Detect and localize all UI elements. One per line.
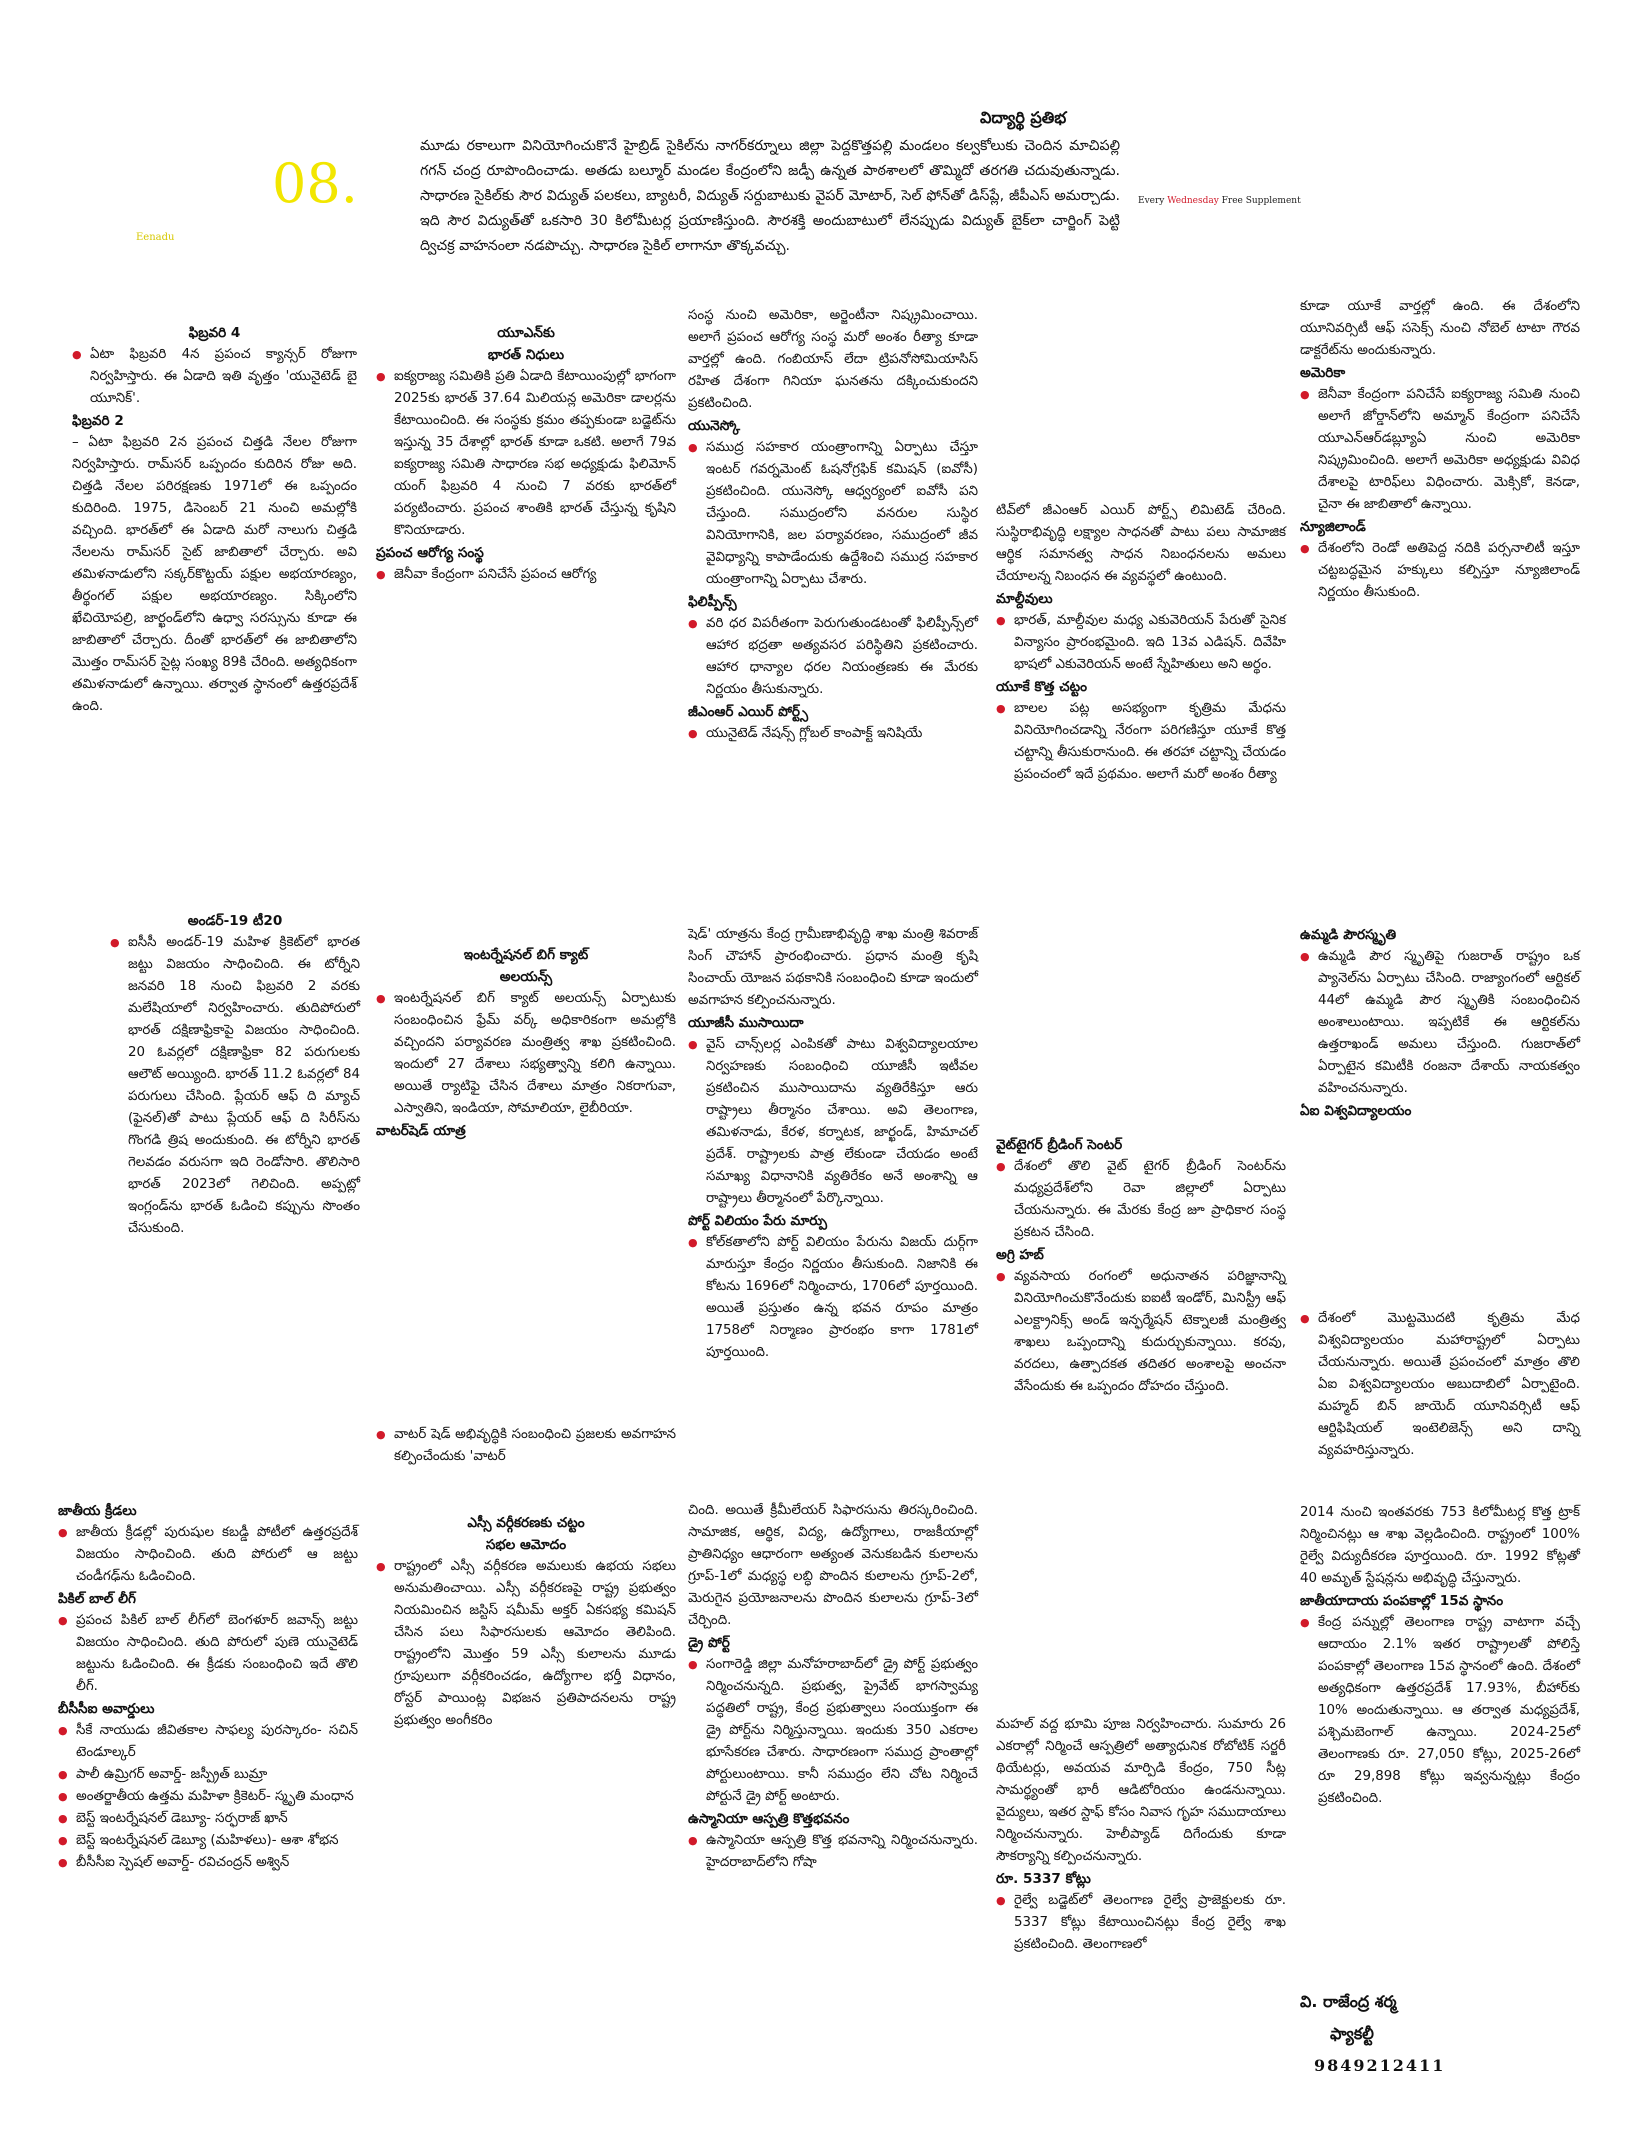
section-heading: జీఎంఆర్ ఎయిర్ పోర్ట్స్ [688, 704, 809, 720]
bullet-item: ● ఐసీసీ అండర్-19 మహిళ క్రికెట్‌లో భారత జట్టు విజయం సాధించింది. ఈ టోర్నీని జనవరి 18 నుంచి ఫిబ్రవరి 2 వరకు మలేషియాలో నిర్వహించారు. తుదిపోరులో భారత్ దక్షిణాఫ్రికాపై విజయం సాధించింది. 20 ఓవర్లలో దక్షిణాఫ్రికా 82 పరుగులకు ఆలౌట్ అయ్యింది. భారత్ 11.2 ఓవర్లలో 84 పరుగులు చేసింది. ప్లేయర్ ఆఫ్ ది మ్యాచ్ (ఫైనల్)తో పాటు ప్లేయర్ ఆఫ్ ది సిరీస్‌ను గొంగడి త్రిష అందుకుంది. ఈ టోర్నీని భారత్ గెలవడం వరుసగా ఇది రెండోసారి. తొలిసారి భారత్ 2023లో గెలిచింది. అప్పట్లో ఇంగ్లండ్‌ను భారత్ ఓడించి కప్పును సొంతం చేసుకుంది. [110, 932, 360, 1240]
supplement-day: Wednesday [1167, 196, 1219, 206]
bullet-item: ● జాతీయ క్రీడల్లో పురుషుల కబడ్డీ పోటీలో ఉత్తరప్రదేశ్ విజయం సాధించింది. తుది పోరులో ఆ జట్టు చండీగఢ్‌ను ఓడించింది. [58, 1522, 358, 1588]
section-col3-bot [688, 1500, 978, 1874]
section-heading: యూజీసీ ముసాయిదా [688, 1015, 804, 1031]
section-col4-top [996, 500, 1286, 786]
section-heading: పికిల్ బాల్ లీగ్ [58, 1591, 136, 1607]
paragraph: – ఏటా ఫిబ్రవరి 2న ప్రపంచ చిత్తడి నేలల రోజుగా నిర్వహిస్తారు. రామ్‌సర్ ఒప్పందం కుదిరిన రోజు అది. చిత్తడి నేలల పరిరక్షణకు 1971లో ఈ ఒప్పందం కుదిరింది. 1975, డిసెంబర్ 21 నుంచి అమల్లోకి వచ్చింది. భారత్‌లో ఈ ఏడాది మరో నాలుగు చిత్తడి నేలలను రామ్‌సర్ సైట్ జాబితాలో చేర్చారు. అవి తమిళనాడులోని సక్కర్‌కొట్టయ్ పక్షుల అభయారణ్యం, తీర్థంగల్ పక్షుల అభయారణ్యం. సిక్కింలోని ఖేచియోపల్రి, జార్ఖండ్‌లోని ఉధ్వా సరస్సును కూడా ఈ జాబితాలో చేర్చారు. దీంతో భారత్‌లో ఈ జాబితాలోని మొత్తం రామ్‌సర్ సైట్ల సంఖ్య 89కి చేరింది. అత్యధికంగా తమిళనాడులో ఉన్నాయి. తర్వాత స్థానంలో ఉత్తరప్రదేశ్ ఉంది. [72, 435, 357, 714]
section-heading: ఉమ్మడి పౌరస్మృతి [1300, 927, 1397, 943]
section-heading: వైట్‌టైగర్ బ్రీడింగ్ సెంటర్ [996, 1137, 1123, 1153]
section-u19 [110, 910, 360, 1240]
section-col5-top [1300, 296, 1580, 604]
section-heading: అమెరికా [1300, 365, 1346, 381]
section-heading: ఫిబ్రవరి 4 [188, 325, 241, 341]
intro-paragraph: మూడు రకాలుగా వినియోగించుకొనే హైబ్రిడ్ సైకిల్‌ను నాగర్‌కర్నూలు జిల్లా పెద్దకొత్తపల్లి మండలం కల్వకోలుకు చెందిన మాచిపల్లి గగన్ చంద్ర రూపొందించాడు. అతడు బల్మూర్ మండల కేంద్రంలోని జడ్పీ ఉన్నత పాఠశాలలో తొమ్మిదో తరగతి చదువుతున్నాడు. సాధారణ సైకిల్‌కు సౌర విద్యుత్ పలకలు, బ్యాటరీ, విద్యుత్ సర్దుబాటుకు వైపర్ మోటార్, సెల్ ఫోన్‌తో డిస్‌ప్లే, జీపీఎస్ అమర్చాడు. ఇది సౌర విద్యుత్‌తో ఒకసారి 30 కిలోమీటర్ల ప్రయాణిస్తుంది. సౌరశక్తి అందుబాటులో లేనప్పుడు విద్యుత్ బైక్‌లా చార్జింగ్ పెట్టి ద్విచక్ర వాహనంలా నడపొచ్చు. సాధారణ సైకిల్ లాగానూ తొక్కవచ్చు. [420, 138, 1120, 254]
bullet-item: ● దేశంలో తొలి వైట్ టైగర్ బ్రీడింగ్ సెంటర్‌ను మధ్యప్రదేశ్‌లోని రెవా జిల్లాలో ఏర్పాటు చేయనున్నారు. ఈ మేరకు కేంద్ర జూ ప్రాధికార సంస్థ ప్రకటన చేసింది. [996, 1156, 1286, 1244]
section-heading: మాల్దీవులు [996, 591, 1053, 607]
award-item: ● బెస్ట్ ఇంటర్నేషనల్ డెబ్యూ- సర్ఫరాజ్ ఖాన్ [58, 1808, 358, 1830]
section-heading: ఫిబ్రవరి 2 [72, 413, 124, 429]
section-heading: రూ. 5337 కోట్లు [996, 1871, 1091, 1887]
paragraph: చింది. అయితే క్రీమీలేయర్ సిఫారసును తిరస్కరించింది. సామాజిక, ఆర్థిక, విద్య, ఉద్యోగాలు, రాజకీయాల్లో ప్రాతినిధ్యం ఆధారంగా అత్యంత వెనుకబడిన కులాలను గ్రూప్-1లో మధ్యస్థ లబ్ధి పొందిన కులాలను గ్రూప్-2లో, మెరుగైన ప్రయోజనాలను పొందిన కులాలను గ్రూప్-3లో చేర్చింది. [688, 1503, 978, 1628]
section-col4-mid [996, 1134, 1286, 1398]
section-heading: వాటర్‌షెడ్ యాత్ర [376, 1123, 466, 1139]
section-heading: బీసీసీఐ అవార్డులు [58, 1701, 155, 1717]
bullet-item: ● కేంద్ర పన్నుల్లో తెలంగాణ రాష్ట్ర వాటాగా వచ్చే ఆదాయం 2.1% ఇతర రాష్ట్రాలతో పోలిస్తే పంపకాల్లో తెలంగాణ 15వ స్థానంలో ఉంది. దేశంలో అత్యధికంగా ఉత్తరప్రదేశ్ 17.93%, బీహార్‌కు 10% అందుతున్నాయి. ఆ తర్వాత మధ్యప్రదేశ్, పశ్చిమబెంగాల్ ఉన్నాయి. 2024-25లో తెలంగాణకు రూ. 27,050 కోట్లు, 2025-26లో రూ 29,898 కోట్లు ఇవ్వనున్నట్లు కేంద్రం ప్రకటించింది. [1300, 1612, 1580, 1810]
paragraph: టివ్‌లో జీఎంఆర్ ఎయిర్ పోర్ట్స్ లిమిటెడ్ చేరింది. సుస్థిరాభివృద్ధి లక్ష్యాల సాధనతో పాటు పలు సామాజిక ఆర్థిక సమానత్వ సాధన నిబంధనలను అమలు చేయాలన్న నిబంధన ఈ వ్యవస్థలో ఉంటుంది. [996, 503, 1286, 584]
author-phone: 9849212411 [1314, 2056, 1446, 2075]
section-heading: అగ్రి హబ్ [996, 1247, 1044, 1263]
bullet-item: ● దేశంలోని రెండో అతిపెద్ద నదికి పర్సనాలిటీ ఇస్తూ చట్టబద్ధమైన హక్కులు కల్పిస్తూ న్యూజిలాండ్ నిర్ణయం తీసుకుంది. [1300, 538, 1580, 604]
bullet-item: ● వ్యవసాయ రంగంలో అధునాతన పరిజ్ఞానాన్ని వినియోగించుకొనేందుకు ఐఐటీ ఇండోర్, మినిస్ట్రీ ఆఫ్ ఎలక్ట్రానిక్స్ అండ్ ఇన్ఫర్మేషన్ టెక్నాలజీ మంత్రిత్వ శాఖలు ఒప్పందాన్ని కుదుర్చుకున్నాయి. కరవు, వరదలు, ఉత్పాదకత తదితర అంశాలపై అంచనా వేసేందుకు ఈ ఒప్పందం దోహదం చేస్తుంది. [996, 1266, 1286, 1398]
section-col5-bot [1300, 1502, 1580, 1810]
section-col3-mid [688, 924, 978, 1364]
section-col3-top [688, 305, 978, 745]
section-sports [58, 1500, 358, 1874]
bullet-item: ● బాలల పట్ల అసభ్యంగా కృత్రిమ మేధను వినియోగించడాన్ని నేరంగా పరిగణిస్తూ యూకే కొత్త చట్టాన్ని తీసుకురానుంది. ఈ తరహా చట్టాన్ని చేయడం ప్రపంచంలో ఇదే ప్రథమం. అలాగే మరో అంశం రీత్యా [996, 698, 1286, 786]
section-heading: యునెస్కో [688, 418, 741, 434]
paragraph: షెడ్' యాత్రను కేంద్ర గ్రామీణాభివృద్ధి శాఖ మంత్రి శివరాజ్ సింగ్ చౌహాన్ ప్రారంభించారు. ప్రధాన మంత్రి కృషి సించాయ్ యోజన పథకానికి సంబంధించి కూడా ఇందులో అవగాహన కల్పించనున్నారు. [688, 927, 978, 1008]
bullet-item: ● భారత్, మాల్దీవుల మధ్య ఎకువెరియన్ పేరుతో సైనిక విన్యాసం ప్రారంభమైంది. ఇది 13వ ఎడిషన్. దివేహి భాషలో ఎకువెరియన్ అంటే స్నేహితులు అని అర్థం. [996, 610, 1286, 676]
author-name: వి. రాజేంద్ర శర్మ [1300, 1992, 1397, 2011]
bullet-item: ● ఉస్మానియా ఆస్పత్రి కొత్త భవనాన్ని నిర్మించనున్నారు. హైదరాబాద్‌లోని గోషా [688, 1830, 978, 1874]
page-number: 08. [272, 152, 358, 215]
bullet-item: ● ఏటా ఫిబ్రవరి 4న ప్రపంచ క్యాన్సర్ రోజుగా నిర్వహిస్తారు. ఈ ఏడాది ఇతి వృత్తం 'యునైటెడ్ బై యూనిక్'. [72, 344, 357, 410]
paragraph: మహల్ వద్ద భూమి పూజ నిర్వహించారు. సుమారు 26 ఎకరాల్లో నిర్మించే ఆస్పత్రిలో అత్యాధునిక రోబోటిక్ సర్జరీ థియేటర్లు, అవయవ మార్పిడి కేంద్రం, 750 సీట్ల సామర్థ్యంతో భారీ ఆడిటోరియం ఉండనున్నాయి. వైద్యులు, ఇతర స్టాఫ్ కోసం నివాస గృహ సముదాయాలు నిర్మించనున్నారు. హెలీప్యాడ్ దిగేందుకు కూడా సౌకర్యాన్ని కల్పించనున్నారు. [996, 1717, 1286, 1864]
bullet-item: ● రాష్ట్రంలో ఎస్సీ వర్గీకరణ అమలుకు ఉభయ సభలు అనుమతించాయి. ఎస్సీ వర్గీకరణపై రాష్ట్ర ప్రభుత్వం నియమించిన జస్టిస్ షమీమ్ అక్తర్ ఏకసభ్య కమిషన్ చేసిన పలు సిఫారసులకు ఆమోదం తెలిపింది. రాష్ట్రంలోని మొత్తం 59 ఎస్సీ కులాలను మూడు గ్రూపులుగా వర్గీకరించడం, ఉద్యోగాల భర్తీ విధానం, రోస్టర్ పాయింట్ల విభజన ప్రతిపాదనలను రాష్ట్ర ప్రభుత్వం అంగీకరిం [376, 1556, 676, 1732]
section-col4-bot [996, 1714, 1286, 1956]
section-heading: జాతీయ క్రీడలు [58, 1503, 137, 1519]
section-col5-mid [1300, 924, 1580, 1122]
bullet-item: ● జెనీవా కేంద్రంగా పనిచేసే ప్రపంచ ఆరోగ్య [376, 564, 676, 586]
section-subheading: సభల ఆమోదం [485, 1537, 567, 1553]
award-item: ● సీకే నాయుడు జీవితకాల సాఫల్య పురస్కారం- సచిన్ టెండూల్కర్ [58, 1720, 358, 1764]
section-subheading: భారత్ నిధులు [487, 347, 565, 363]
bullet-item: ● దేశంలో మొట్టమొదటి కృత్రిమ మేధ విశ్వవిద్యాలయం మహారాష్ట్రలో ఏర్పాటు చేయనున్నారు. అయితే ప్రపంచంలో మాత్రం తొలి ఏఐ విశ్వవిద్యాలయం అబుదాబిలో ఏర్పాటైంది. మహ్మద్ బిన్ జాయెద్ యూనివర్సిటీ ఆఫ్ ఆర్టిఫిషియల్ ఇంటెలిజెన్స్ అని దాన్ని వ్యవహరిస్తున్నారు. [1300, 1308, 1580, 1462]
award-item: ● బీసీసీఐ స్పెషల్ అవార్డ్- రవిచంద్రన్ అశ్విన్ [58, 1852, 358, 1874]
page-title: విద్యార్థి ప్రతిభ [980, 108, 1067, 127]
bullet-item: ● ఐక్యరాజ్య సమితికి ప్రతి ఏడాది కేటాయింపుల్లో భాగంగా 2025కు భారత్ 37.64 మిలియన్ల అమెరికా డాలర్లను కేటాయించింది. ఈ సంస్థకు క్రమం తప్పకుండా బడ్జెట్‌ను ఇస్తున్న 35 దేశాల్లో భారత్ కూడా ఒకటి. అలాగే 79వ ఐక్యరాజ్య సమితి సాధారణ సభ అధ్యక్షుడు ఫిలిమోన్ యంగ్ ఫిబ్రవరి 4 నుంచి 7 వరకు భారత్‌లో పర్యటించారు. ప్రపంచ శాంతికి భారత్ చేస్తున్న కృషిని కొనియాడారు. [376, 366, 676, 542]
section-heading: యూఎన్‌కు [497, 325, 555, 341]
section-heading: పోర్ట్ విలియం పేరు మార్పు [688, 1213, 827, 1229]
bullet-item: ● వైస్ చాన్స్‌లర్ల ఎంపికతో పాటు విశ్వవిద్యాలయాల నిర్వహణకు సంబంధించి యూజీసీ ఇటీవల ప్రకటించిన ముసాయిదాను వ్యతిరేకిస్తూ ఆరు రాష్ట్రాలు తీర్మానం చేశాయి. అవి తెలంగాణ, తమిళనాడు, కేరళ, కర్నాటక, జార్ఖండ్, హిమాచల్ ప్రదేశ్. రాష్ట్రాలకు పాత్ర లేకుండా చేయడం అంటే సమాఖ్య విధానానికి వ్యతిరేకం అనే అంశాన్ని ఆ రాష్ట్రాలు తీర్మానంలో పేర్కొన్నాయి. [688, 1034, 978, 1210]
bullet-item: ● సంగారెడ్డి జిల్లా మనోహరాబాద్‌లో డ్రై పోర్ట్ ప్రభుత్వం నిర్మించనున్నది. ప్రభుత్వ, ప్రైవేట్ భాగస్వామ్య పద్ధతిలో రాష్ట్ర, కేంద్ర ప్రభుత్వాలు సంయుక్తంగా ఈ డ్రై పోర్ట్‌ను నిర్మిస్తున్నాయి. ఇందుకు 350 ఎకరాల భూసేకరణ చేశారు. సాధారణంగా సముద్ర ప్రాంతాల్లో పోర్టులుంటాయి. కానీ సముద్రం లేని చోట నిర్మించే పోర్టునే డ్రై పోర్ట్ అంటారు. [688, 1654, 978, 1808]
bullet-item: ● యునైటెడ్ నేషన్స్ గ్లోబల్ కాంపాక్ట్ ఇనిషియే [688, 723, 978, 745]
section-heading: డ్రై పోర్ట్ [688, 1635, 730, 1651]
section-heading: అండర్-19 టీ20 [187, 913, 283, 929]
award-item: ● అంతర్జాతీయ ఉత్తమ మహిళా క్రికెటర్- స్మృతి మంధాన [58, 1786, 358, 1808]
section-heading: ఉస్మానియా ఆస్పత్రి కొత్తభవనం [688, 1811, 850, 1827]
section-heading: జాతీయాదాయ పంపకాల్లో 15వ స్థానం [1300, 1593, 1504, 1609]
award-item: ● బెస్ట్ ఇంటర్నేషనల్ డెబ్యూ (మహిళలు)- ఆశా శోభన [58, 1830, 358, 1852]
bullet-item: ● కోల్‌కతాలోని పోర్ట్ విలియం పేరును విజయ్ దుర్గ్‌గా మారుస్తూ కేంద్రం నిర్ణయం తీసుకుంది. నిజానికి ఈ కోటను 1696లో నిర్మించారు, 1706లో పూర్తయింది. అయితే ప్రస్తుతం ఉన్న భవన రూపం మాత్రం 1758లో నిర్మాణం ప్రారంభం కాగా 1781లో పూర్తయింది. [688, 1232, 978, 1364]
section-subheading: అలయన్స్ [499, 969, 553, 985]
paragraph: కూడా యూకే వార్తల్లో ఉంది. ఈ దేశంలోని యూనివర్సిటీ ఆఫ్ ససెక్స్ నుంచి నోబెల్ టాటా గౌరవ డాక్టరేట్‌ను అందుకున్నారు. [1300, 299, 1580, 358]
section-heading: యూకే కొత్త చట్టం [996, 679, 1087, 695]
section-heading: ప్రపంచ ఆరోగ్య సంస్థ [376, 545, 484, 561]
section-ai-university [1300, 1308, 1580, 1462]
bullet-item: ● వాటర్ షెడ్ అభివృద్ధికి సంబంధించి ప్రజలకు అవగాహన కల్పించేందుకు 'వాటర్ [376, 1424, 676, 1468]
section-un [376, 322, 676, 586]
section-heading: ఎస్సీ వర్గీకరణకు చట్టం [467, 1515, 585, 1531]
page-footer-label: Eenadu [136, 232, 175, 243]
section-heading: ఇంటర్నేషనల్ బిగ్ క్యాట్ [463, 947, 589, 963]
section-bigcat [376, 944, 676, 1142]
bullet-item: ● సముద్ర సహకార యంత్రాంగాన్ని ఏర్పాటు చేస్తూ ఇంటర్ గవర్నమెంట్ ఓషనోగ్రఫిక్ కమిషన్ (ఐవోసీ) ప్రకటించింది. యునెస్కో ఆధ్వర్యంలో ఐవోసీ పని చేస్తుంది. సముద్రంలోని వనరుల సుస్థిర వినియోగానికి, జల పర్యావరణం, సముద్రంలో జీవ వైవిధ్యాన్ని కాపాడేందుకు ఉద్దేశించి సముద్ర సహకార యంత్రాంగాన్ని ఏర్పాటు చేశారు. [688, 437, 978, 591]
bullet-item: ● ప్రపంచ పికిల్ బాల్ లీగ్‌లో బెంగళూర్ జవాన్స్ జట్టు విజయం సాధించింది. తుది పోరులో పుణె యునైటెడ్ జట్టును ఓడించింది. ఈ క్రీడకు సంబంధించి ఇదే తొలి లీగ్. [58, 1610, 358, 1698]
paragraph: సంస్థ నుంచి అమెరికా, అర్జెంటీనా నిష్క్రమించాయి. అలాగే ప్రపంచ ఆరోగ్య సంస్థ మరో అంశం రీత్యా కూడా వార్తల్లో ఉంది. గంబియాస్ లేదా ట్రిపనోసోమియాసిస్ రహిత దేశంగా గినియా ఘనతను దక్కించుకుందని ప్రకటించింది. [688, 308, 978, 411]
section-heading: ఫిలిప్పీన్స్ [688, 594, 737, 610]
bullet-item: ● జెనీవా కేంద్రంగా పనిచేసే ఐక్యరాజ్య సమితి నుంచి అలాగే జోర్డాన్‌లోని అమ్మాన్ కేంద్రంగా పనిచేసే యూఎన్ఆర్‌డబ్ల్యూఏ నుంచి అమెరికా నిష్క్రమించింది. అలాగే అమెరికా అధ్యక్షుడు వివిధ దేశాలపై టారిఫ్‌లు విధించారు. మెక్సికో, కెనడా, చైనా ఈ జాబితాలో ఉన్నాయి. [1300, 384, 1580, 516]
author-role: ఫ్యాకల్టీ [1330, 2024, 1374, 2043]
section-heading: న్యూజిలాండ్ [1300, 519, 1366, 535]
section-watershed [376, 1424, 676, 1468]
section-sc-classification [376, 1512, 676, 1732]
bullet-item: ● ఇంటర్నేషనల్ బిగ్ క్యాట్ అలయన్స్ ఏర్పాటుకు సంబంధించిన ఫ్రేమ్ వర్క్ అధికారికంగా అమల్లోకి వచ్చిందని పర్యావరణ మంత్రిత్వ శాఖ ప్రకటించింది. ఇందులో 27 దేశాలు సభ్యత్వాన్ని కలిగి ఉన్నాయి. అయితే ర్యాటిఫై చేసిన దేశాలు మాత్రం నికరాగువా, ఎస్వాతిని, ఇండియా, సోమాలియా, లైబీరియా. [376, 988, 676, 1120]
paragraph: 2014 నుంచి ఇంతవరకు 753 కిలోమీటర్ల కొత్త ట్రాక్ నిర్మించినట్లు ఆ శాఖ వెల్లడించింది. రాష్ట్రంలో 100% రైల్వే విద్యుదీకరణ పూర్తయింది. రూ. 1992 కోట్లతో 40 అమృత్ స్టేషన్లను అభివృద్ధి చేస్తున్నారు. [1300, 1505, 1580, 1586]
author-byline [1300, 1986, 1445, 2082]
bullet-item: ● ఉమ్మడి పౌర స్మృతిపై గుజరాత్ రాష్ట్రం ఒక ప్యానెల్‌ను ఏర్పాటు చేసింది. రాజ్యాంగంలో ఆర్టికల్ 44లో ఉమ్మడి పౌర స్మృతికి సంబంధించిన అంశాలుంటాయి. ఇప్పటికే ఈ ఆర్టికల్‌ను ఉత్తరాఖండ్ అమలు చేస్తుంది. గుజరాత్‌లో ఏర్పాటైన కమిటీకి రంజనా దేశాయ్ నాయకత్వం వహించనున్నారు. [1300, 946, 1580, 1100]
bullet-item: ● వరి ధర విపరీతంగా పెరుగుతుండటంతో ఫిలిప్పీన్స్‌లో ఆహార భద్రతా అత్యవసర పరిస్థితిని ప్రకటించారు. ఆహార ధాన్యాల ధరల నియంత్రణకు ఈ మేరకు నిర్ణయం తీసుకున్నారు. [688, 613, 978, 701]
section-heading: ఏఐ విశ్వవిద్యాలయం [1300, 1103, 1412, 1119]
supplement-tagline: Every Wednesday Free Supplement [1138, 196, 1301, 206]
award-item: ● పాలీ ఉమ్రిగర్ అవార్డ్- జస్ప్రీత్ బుమ్రా [58, 1764, 358, 1786]
section-feb4 [72, 322, 357, 718]
bullet-item: ● రైల్వే బడ్జెట్‌లో తెలంగాణ రైల్వే ప్రాజెక్టులకు రూ. 5337 కోట్లు కేటాయించినట్లు కేంద్ర రైల్వే శాఖ ప్రకటించింది. తెలంగాణలో [996, 1890, 1286, 1956]
